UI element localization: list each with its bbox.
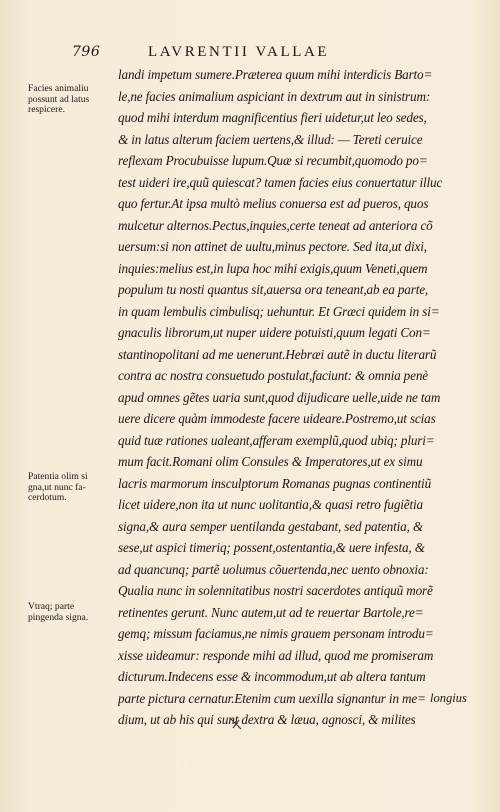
text-line: ad quancunq; partẽ uolumus cõuertenda,nec uento obnoxia: [118, 561, 429, 577]
page-header [0, 44, 500, 66]
text-line: sese,ut aspici timeriq; possent,ostentantia,& uere infesta, & [118, 540, 425, 555]
text-line: gnaculis librorum,ut nuper uidere potuisti,quum legati Con= [118, 325, 431, 340]
body-text [118, 64, 486, 731]
ink-mark-icon [228, 716, 244, 732]
margin-note-line: pingenda signa. [28, 611, 89, 623]
text-line: dium, ut ab his qui sunt dextra & læua, agnosci, & milites [118, 712, 416, 727]
text-line: test uideri ire,quũ quiescat? tamen facies eius conuertatur illuc [118, 174, 443, 190]
text-line: licet uidere,non ita ut nunc uolitantia,& quasi retro fugiẽtia [118, 497, 423, 512]
margin-note-line: Patentia olim si [28, 471, 88, 482]
text-line: le,ne facies animalium aspiciant in dextrum aut in sinistrum: [118, 88, 431, 104]
text-line: quo fertur.At ipsa multò melius conuersa est ad pueros, quos [118, 196, 429, 211]
text-line: dicturum.Indecens esse & incommodum,ut ab altera tantum [118, 669, 426, 684]
margin-note-line: gna,ut nunc fa- [28, 481, 86, 493]
margin-note-2 [28, 472, 112, 504]
margin-note-line: cerdotum. [28, 492, 67, 503]
text-line: mulcetur alternos.Pectus,inquies,certe teneat ad anteriora cõ [118, 217, 433, 233]
text-line: & in latus alterum faciem uertens,& illud: — Tereti ceruice [118, 131, 423, 147]
margin-note-line: Facies animaliu [28, 83, 89, 94]
text-line: apud omnes gẽtes uaria sunt,quod dijudicare uelle,uide ne tam [118, 389, 441, 405]
text-line: landi impetum sumere.Præterea quum mihi interdicis Barto= [118, 67, 433, 82]
text-line: quod mihi interdum magnificentius fieri uidetur,ut leo sedes, [118, 110, 427, 125]
text-line: reflexam Procubuisse lupum.Quæ si recumbit,quomodo po= [118, 153, 428, 168]
text-line: in quam lembulis cimbulisq; uehuntur. Et Græci quidem in si= [118, 303, 440, 319]
text-line: xisse uideamur: responde mihi ad illud, quod me promiseram [118, 647, 434, 663]
text-line: contra ac nostra consuetudo postulat,faciunt: & omnia penè [118, 368, 428, 383]
catchword: longius [430, 691, 467, 705]
text-line: retinentes gerunt. Nunc autem,ut ad te reuertar Bartole,re= [118, 604, 424, 620]
margin-note-3 [28, 602, 112, 623]
page-number: 796 [72, 44, 101, 60]
text-line: populum tu nosti quantus sit,auersa ora teneant,ab ea parte, [118, 282, 429, 297]
text-line: signa,& aura semper uentilanda gestabant, sed patentia, & [118, 518, 424, 534]
text-line: uere dicere quàm immodeste facere uideare.Postremo,ut scias [118, 411, 436, 426]
text-line: Qualia nunc in solennitatibus nostri sacerdotes antiquũ morẽ [118, 583, 433, 598]
margin-note-1 [28, 84, 112, 116]
margin-note-line: possunt ad latus [28, 93, 90, 105]
running-head: LAVRENTII VALLAE [148, 44, 330, 60]
text-line: lacris marmorum insculptorum Romanas pugnas continentiũ [118, 475, 432, 491]
text-line: parte pictura cernatur.Etenim cum uexilla signantur in me= [118, 690, 426, 706]
text-line: stantinopolitani ad me uenerunt.Hebræi autẽ in ductu literarũ [118, 346, 437, 362]
margin-note-line: Vtraq; parte [28, 601, 75, 612]
text-line: mum facit.Romani olim Consules & Imperatores,ut ex simu [118, 454, 423, 469]
text-line: inquies:melius est,in lupa hoc mihi exigis,quum Veneti,quem [118, 260, 428, 276]
text-line: gemq; missum faciamus,ne nimis grauem personam introdu= [118, 626, 434, 641]
margin-note-line: respicere. [28, 104, 66, 115]
text-line: uersum:si non attinet de uultu,minus pectore. Sed ita,ut dixi, [118, 239, 427, 254]
text-line: quid tuæ rationes ualeant,afferam exemplũ,quod ubiq; pluri= [118, 432, 435, 448]
